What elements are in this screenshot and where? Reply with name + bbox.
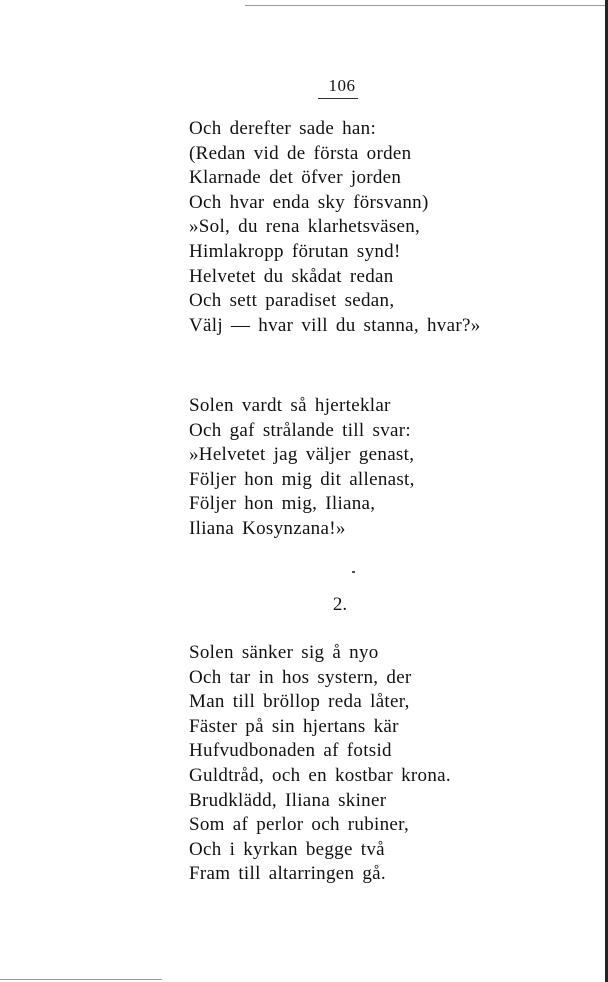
verse-line: »Sol, du rena klarhetsväsen,	[189, 216, 421, 238]
verse-line: (Redan vid de första orden	[189, 142, 412, 164]
verse-line: »Helvetet jag väljer genast,	[189, 444, 415, 466]
top-edge-rule	[245, 5, 608, 6]
verse-line: Guldtråd, och en kostbar krona.	[189, 764, 451, 786]
verse-line: Solen vardt så hjerteklar	[189, 395, 391, 416]
verse-line: Och gaf strålande till svar:	[189, 419, 411, 441]
verse-line: Iliana Kosynzana!»	[189, 517, 346, 539]
verse-line: Och tar in hos systern, der	[189, 666, 412, 688]
stanza-3	[189, 641, 451, 887]
verse-line: Hufvudbonaden af fotsid	[189, 740, 392, 762]
verse-line: Välj — hvar vill du stanna, hvar?»	[189, 314, 481, 336]
verse-line: Man till bröllop reda låter,	[189, 691, 410, 713]
verse-line: Brudklädd, Iliana skiner	[189, 789, 387, 811]
verse-line: Följer hon mig dit allenast,	[189, 468, 415, 490]
verse-line: Himlakropp förutan synd!	[189, 240, 401, 262]
verse-line: Och i kyrkan begge två	[189, 838, 385, 860]
verse-line: Följer hon mig, Iliana,	[189, 493, 376, 515]
stanza-2	[189, 394, 415, 542]
verse-line: Solen sänker sig å nyo	[189, 642, 379, 663]
page-number-underline	[318, 98, 358, 99]
verse-line: Fram till altarringen gå.	[189, 863, 386, 885]
verse-line: Som af perlor och rubiner,	[189, 814, 410, 836]
verse-line: Och sett paradiset sedan,	[189, 290, 395, 312]
page-number: 106	[328, 76, 356, 95]
stanza-1	[189, 117, 481, 338]
verse-line: Och derefter sade han:	[189, 118, 377, 139]
print-speck	[352, 571, 355, 573]
verse-line: Klarnade det öfver jorden	[189, 167, 402, 189]
verse-line: Och hvar enda sky försvann)	[189, 191, 429, 213]
bottom-edge-rule	[0, 979, 162, 980]
verse-line: Fäster på sin hjertans kär	[189, 715, 399, 737]
verse-line: Helvetet du skådat redan	[189, 265, 394, 287]
section-number: 2.	[332, 594, 348, 615]
